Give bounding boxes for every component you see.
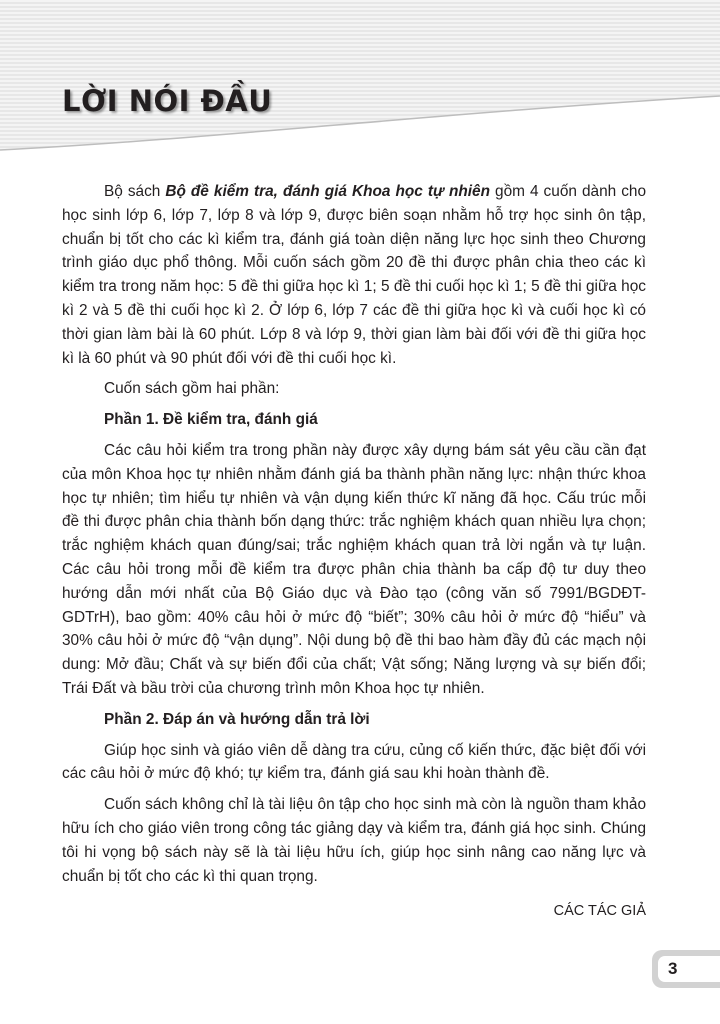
paragraph-part1: Các câu hỏi kiểm tra trong phần này được xây dựng bám sát yêu cầu cần đạt của môn Khoa học tự nhiên nhằm đánh giá ba thành phần năng lực: nhận thức khoa học tự nhiên; tìm hiểu tự nhiên và vận dụng kiến thức kĩ năng đã học. Cấu trúc mỗi đề thi được phân chia thành bốn dạng thức: trắc nghiệm khách quan nhiều lựa chọn; trắc nghiệm khách quan đúng/sai; trắc nghiệm khách quan trả lời ngắn và tự luận. Các câu hỏi trong mỗi đề kiểm tra được phân chia thành ba cấp độ tư duy theo hướng dẫn mới nhất của Bộ Giáo dục và Đào tạo (công văn số 7991/BGDĐT-GDTrH), bao gồm: 40% câu hỏi ở mức độ “biết”; 30% câu hỏi ở mức độ “hiểu” và 30% câu hỏi ở mức độ “vận dụng”. Nội dung bộ đề thi bao hàm đầy đủ các mạch nội dung: Mở đầu; Chất và sự biến đổi của chất; Vật sống; Năng lượng và sự biến đổi; Trái Đất và bầu trời của chương trình môn Khoa học tự nhiên.	[62, 441, 646, 697]
paragraph-intro	[62, 180, 646, 370]
paragraph-part2: Giúp học sinh và giáo viên dễ dàng tra cứu, củng cố kiến thức, đặc biệt đối với các câu hỏi ở mức độ khó; tự kiểm tra, đánh giá sau khi hoàn thành đề.	[62, 741, 646, 783]
intro-lead: Bộ sách	[104, 183, 166, 200]
authors-signature: CÁC TÁC GIẢ	[553, 903, 646, 920]
paragraph-structure: Cuốn sách gồm hai phần:	[104, 380, 280, 398]
page-title: LỜI NÓI ĐẦU	[62, 84, 273, 118]
page-number: 3	[658, 956, 720, 982]
part2-heading: Phần 2. Đáp án và hướng dẫn trả lời	[104, 710, 370, 728]
preface-body	[62, 180, 646, 931]
part1-heading: Phần 1. Đề kiểm tra, đánh giá	[104, 411, 318, 429]
book-title: Bộ đề kiểm tra, đánh giá Khoa học tự nhiên	[165, 183, 491, 200]
page-number-tab	[652, 950, 720, 988]
paragraph-closing: Cuốn sách không chỉ là tài liệu ôn tập cho học sinh mà còn là nguồn tham khảo hữu ích cho giáo viên trong công tác giảng dạy và kiểm tra, đánh giá học sinh. Chúng tôi hi vọng bộ sách này sẽ là tài liệu hữu ích, giúp học sinh nâng cao năng lực và chuẩn bị tốt cho các kì thi quan trọng.	[62, 796, 646, 885]
intro-text: gồm 4 cuốn dành cho học sinh lớp 6, lớp 7, lớp 8 và lớp 9, được biên soạn nhằm hỗ trợ học sinh ôn tập, chuẩn bị tốt cho các kì kiểm tra, đánh giá toàn diện năng lực học sinh theo Chương trình giáo dục phổ thông. Mỗi cuốn sách gồm 20 đề thi được phân chia theo các kì kiểm tra trong năm học: 5 đề thi giữa học kì 1; 5 đề thi cuối học kì 1; 5 đề thi giữa học kì 2 và 5 đề thi cuối học kì 2. Ở lớp 6, lớp 7 các đề thi giữa học kì và cuối học kì có thời gian làm bài là 60 phút. Lớp 8 và lớp 9, thời gian làm bài đối với đề thi giữa học kì là 60 phút và 90 phút đối với đề thi cuối học kì.	[62, 183, 647, 367]
header-banner	[0, 0, 720, 172]
